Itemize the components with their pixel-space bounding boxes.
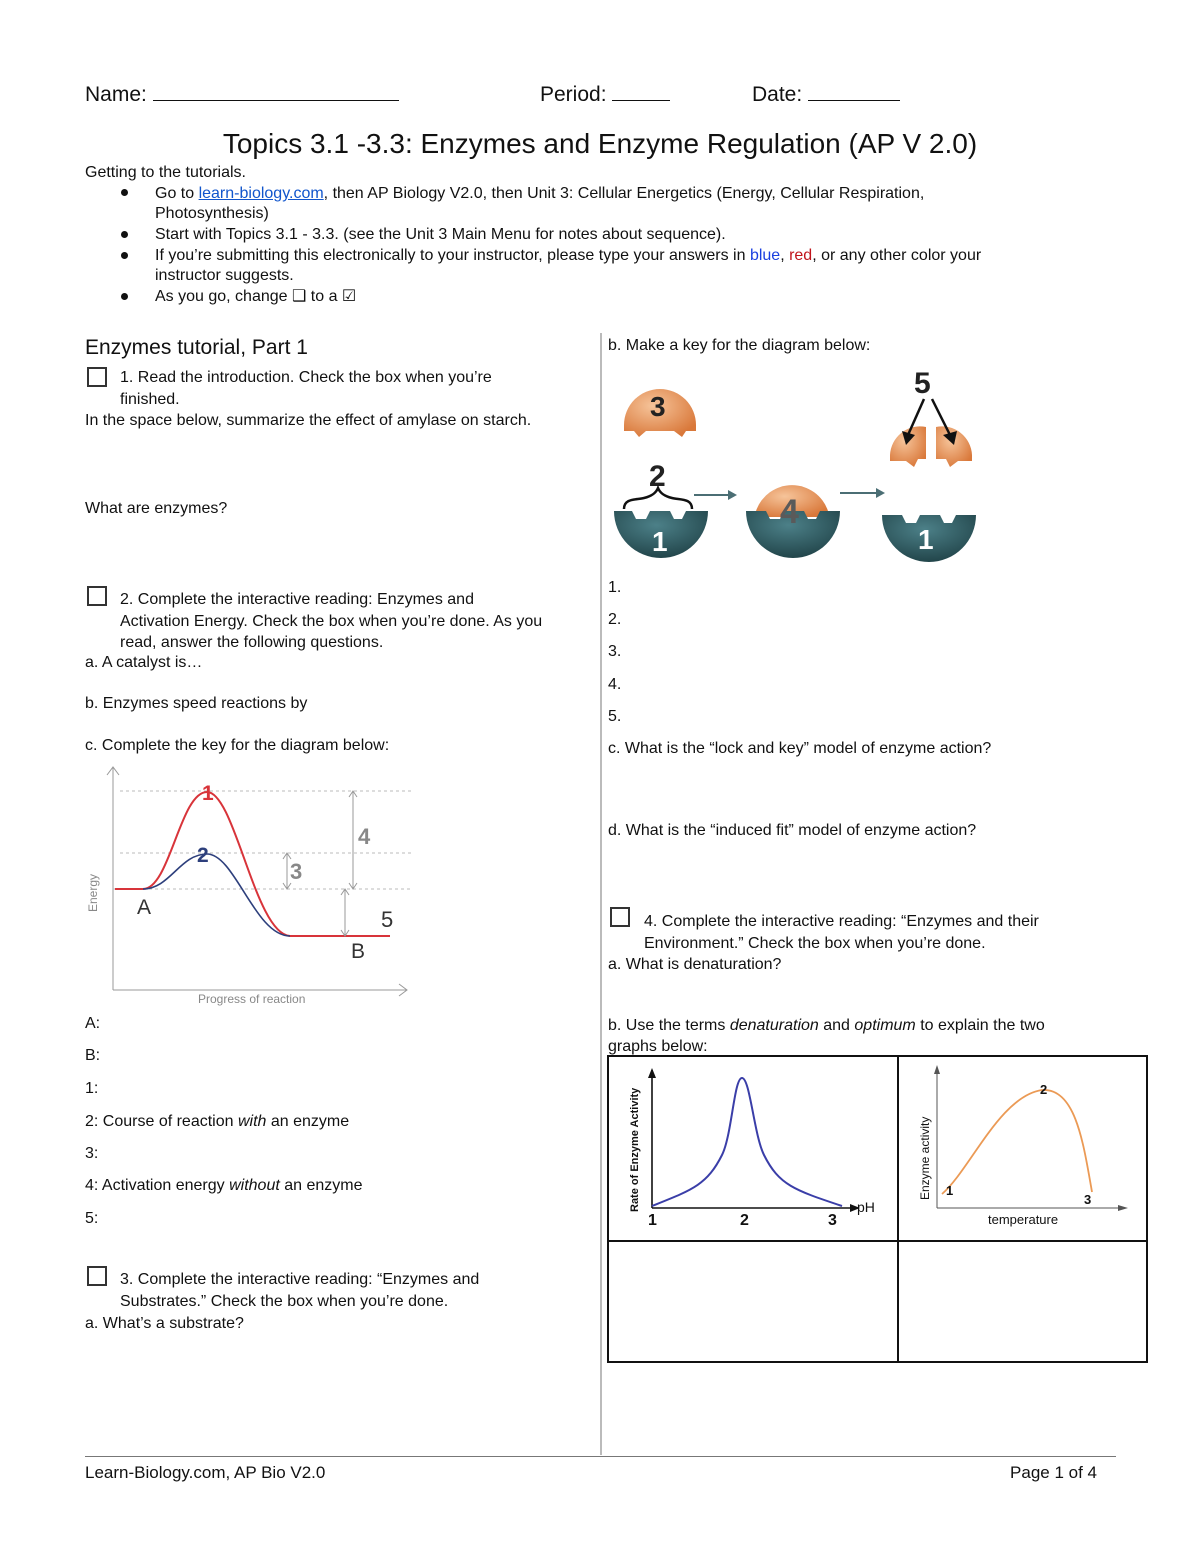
- label-1b: 1: [918, 524, 934, 555]
- name-field[interactable]: [85, 82, 399, 107]
- q-lock-and-key: c. What is the “lock and key” model of enzyme action?: [608, 740, 992, 757]
- section-heading: Enzymes tutorial, Part 1: [85, 336, 308, 359]
- label-A: A: [137, 896, 152, 919]
- q3-text-line2: Substrates.” Check the box when you’re done.: [120, 1293, 449, 1310]
- key-2: 2: Course of reaction with an enzyme: [85, 1113, 350, 1130]
- label-5: 5: [381, 907, 394, 932]
- key-A: A:: [85, 1015, 101, 1032]
- label-4: 4: [780, 493, 799, 531]
- page-title: Topics 3.1 -3.3: Enzymes and Enzyme Regulation (AP V 2.0): [222, 128, 978, 159]
- ph-xlabel: pH: [857, 1199, 875, 1215]
- bullet-icon: [121, 252, 128, 259]
- q4a: a. What is denaturation?: [608, 956, 782, 973]
- label-1: 1: [652, 526, 668, 557]
- label-2: 2: [197, 844, 209, 867]
- checkbox-q3[interactable]: [87, 1266, 107, 1286]
- intro-lead: Getting to the tutorials.: [85, 164, 246, 181]
- name-label: Name:: [85, 83, 147, 106]
- period-label: Period:: [540, 83, 607, 106]
- q2-text-line3: read, answer the following questions.: [120, 634, 384, 651]
- q3-text: 3. Complete the interactive reading: “Enzymes and: [120, 1271, 480, 1288]
- q4-text-line2: Environment.” Check the box when you’re done.: [644, 935, 986, 952]
- energy-xlabel: Progress of reaction: [198, 992, 306, 1006]
- key-5: 5:: [85, 1210, 99, 1227]
- q1-text-line2: finished.: [120, 391, 180, 408]
- ph-tick-1: 1: [648, 1212, 657, 1229]
- date-field[interactable]: [752, 82, 900, 107]
- label-3: 3: [650, 391, 666, 422]
- q-make-key: b. Make a key for the diagram below:: [608, 337, 871, 354]
- temp-curve: [942, 1090, 1092, 1194]
- q4b: b. Use the terms denaturation and optimum to explain the two: [608, 1017, 1045, 1034]
- key-item-1: 1.: [608, 579, 622, 596]
- temperature-graph: [900, 1060, 1140, 1232]
- temp-xlabel: temperature: [988, 1212, 1059, 1227]
- footer-left: Learn-Biology.com, AP Bio V2.0: [85, 1463, 326, 1482]
- footer-rule: [85, 1456, 1116, 1457]
- column-divider: [600, 333, 602, 1455]
- label-B: B: [351, 940, 366, 963]
- red-curve: [115, 792, 390, 936]
- q4-text: 4. Complete the interactive reading: “Enzymes and their: [644, 913, 1039, 930]
- key-item-5: 5.: [608, 708, 622, 725]
- q2c: c. Complete the key for the diagram below:: [85, 737, 390, 754]
- answer-cell-ph[interactable]: [609, 1242, 897, 1361]
- ph-graph: [612, 1060, 892, 1232]
- label-2: 2: [649, 460, 666, 493]
- q4b-line2: graphs below:: [608, 1038, 708, 1055]
- intro-bullet-4: As you go, change ❑ to a ☑: [155, 288, 357, 305]
- q1-prompt: In the space below, summarize the effect of amylase on starch.: [85, 412, 532, 429]
- date-line: [808, 82, 900, 101]
- intro-bullet-3: If you’re submitting this electronically to your instructor, please type your answers in blue, red, or any other color your: [155, 247, 982, 264]
- q2a: a. A catalyst is…: [85, 654, 203, 671]
- q3a: a. What’s a substrate?: [85, 1315, 244, 1332]
- ph-tick-2: 2: [740, 1212, 749, 1229]
- bullet-icon: [121, 189, 128, 196]
- label-3: 3: [290, 859, 303, 884]
- label-5: 5: [914, 367, 931, 400]
- temp-point-1: 1: [946, 1183, 954, 1198]
- bullet-icon: [121, 293, 128, 300]
- energy-diagram: [85, 762, 420, 1010]
- page-number: Page 1 of 4: [1010, 1463, 1097, 1482]
- intro-bullet-1: Go to learn-biology.com, then AP Biology V2.0, then Unit 3: Cellular Energetics (Energy, Cellular Respiration,: [155, 185, 925, 202]
- intro-bullet-2: Start with Topics 3.1 - 3.3. (see the Unit 3 Main Menu for notes about sequence).: [155, 226, 726, 243]
- period-field[interactable]: [540, 82, 670, 107]
- temp-ylabel: Enzyme activity: [918, 1116, 932, 1200]
- answer-cell-temp[interactable]: [899, 1242, 1146, 1361]
- q2-text-line2: Activation Energy. Check the box when you’re done. As you: [120, 613, 543, 630]
- ph-curve: [652, 1078, 842, 1206]
- key-4: 4: Activation energy without an enzyme: [85, 1177, 363, 1194]
- temp-point-2: 2: [1040, 1082, 1048, 1097]
- checkbox-q1[interactable]: [87, 367, 107, 387]
- ph-tick-3: 3: [828, 1212, 837, 1229]
- temp-point-3: 3: [1084, 1192, 1092, 1207]
- intro-bullet-1-line2: Photosynthesis): [155, 205, 269, 222]
- key-1: 1:: [85, 1080, 99, 1097]
- q2-text: 2. Complete the interactive reading: Enzymes and: [120, 591, 474, 608]
- bullet-icon: [121, 231, 128, 238]
- checkbox-q4[interactable]: [610, 907, 630, 927]
- label-4: 4: [358, 824, 371, 849]
- q1-text: 1. Read the introduction. Check the box when you’re: [120, 369, 492, 386]
- key-item-3: 3.: [608, 643, 622, 660]
- label-1: 1: [202, 782, 214, 805]
- checkbox-q2[interactable]: [87, 586, 107, 606]
- period-line: [612, 82, 670, 101]
- q-induced-fit: d. What is the “induced fit” model of enzyme action?: [608, 822, 977, 839]
- enzyme-substrate-diagram: [606, 365, 986, 570]
- q-what-are-enzymes: What are enzymes?: [85, 500, 228, 517]
- ph-ylabel: Rate of Enzyme Activity: [629, 1087, 641, 1212]
- date-label: Date:: [752, 83, 803, 106]
- key-item-2: 2.: [608, 611, 622, 628]
- name-line: [153, 82, 399, 101]
- learn-biology-link[interactable]: learn-biology.com: [198, 185, 324, 202]
- key-B: B:: [85, 1047, 101, 1064]
- intro-bullet-3-line2: instructor suggests.: [155, 267, 294, 284]
- key-item-4: 4.: [608, 676, 622, 693]
- q2b: b. Enzymes speed reactions by: [85, 695, 308, 712]
- key-3: 3:: [85, 1145, 99, 1162]
- energy-ylabel: Energy: [86, 873, 100, 912]
